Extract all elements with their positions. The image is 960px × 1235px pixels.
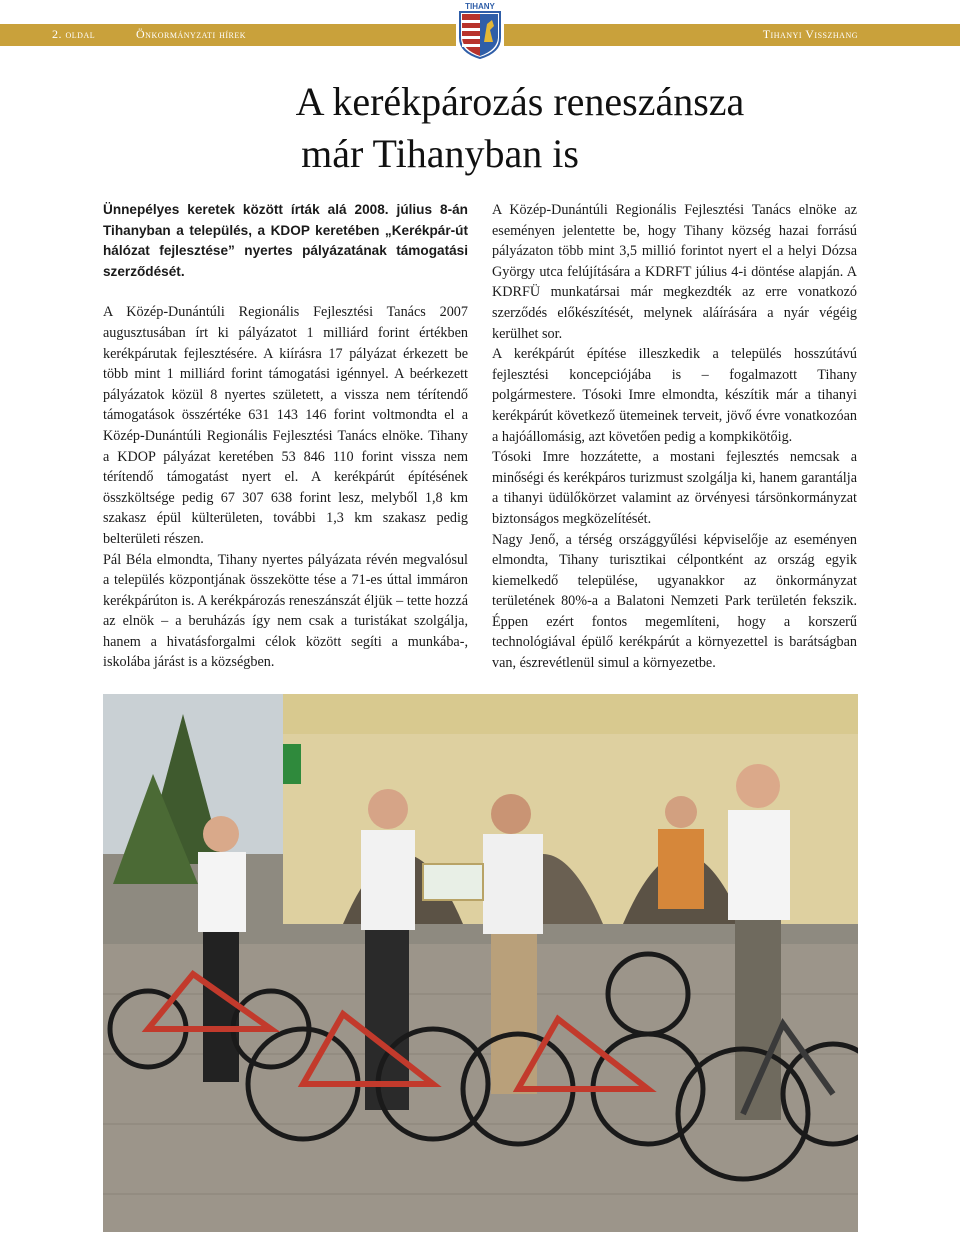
paragraph: Nagy Jenő, a térség országgyűlési képviselője az eseményen elmondta, Tihany turisztikai célpontként az ország egyik kiemelkedő települése, ugyanakkor az önkormányzat területének 80%-a a Balatoni Nemzeti Park területén fekszik. Éppen ezért fontos megemlíteni, hogy a korszerű technológiával épülő kerékpárút a környezettel is barátságban van, észrevétlenül simul a környezetbe. xyxy=(492,531,857,672)
section-name: Önkormányzati hírek xyxy=(136,27,247,41)
article-title-line2: már Tihanyban is xyxy=(301,131,579,176)
paragraph: A Közép-Dunántúli Regionális Fejlesztési Tanács elnöke az eseményen jelentette be, hogy Tihany község hazai forrású pályázaton több mint 3,5 millió forintot nyert el a helyi Dózsa György utca felújítására a KDRFT július 4-i döntése alapján. A KDRFÜ munkatársai már megkezdték az erre vonatkozó szerződés előkészítését, melynek aláírására a nyár végéig kerülhet sor. xyxy=(492,202,857,342)
publication-name: Tihanyi Visszhang xyxy=(762,27,858,41)
tihany-crest-icon xyxy=(456,0,504,60)
paragraph: Pál Béla elmondta, Tihany nyertes pályázata révén megvalósul a település központjának összekötte tése a 71-es úttal immáron kerékpárúton is. A kerékpározás reneszánszát éljük – tette hozzá az elnök – a beruházás így nem csak a turistákat szolgálja, hanem a hivatásforgalmi célok között segíti a munkába-, iskolába járást is a községben. xyxy=(103,551,468,671)
paragraph: Tósoki Imre hozzátette, a mostani fejlesztés nemcsak a minőségi és kerékpáros turizmust szolgálja ki, hanem garantálja a tihanyi üdülőkörzet valamint az örvényesi társönkormányzat biztonságos megközelítését. xyxy=(492,449,857,527)
crest-label: TIHANY xyxy=(465,2,495,11)
right-column xyxy=(492,200,857,674)
paragraph: A Közép-Dunántúli Regionális Fejlesztési Tanács 2007 augusztusában írt ki pályázatot 1 milliárd forint értékben kerékpárutak fejlesztésére. A kiírásra 17 pályázat érkezett be több mint 1 milliárd forint támogatási igénnyel. A beérkezett pályázatok közül 8 nyertes született, a vissza nem térítendő támogatások összértéke 631 143 146 forint voltmondta el a Közép-Dunántúli Regionális Fejlesztési Tanács elnöke. Tihany a KDOP pályázat keretében 53 846 110 forint vissza nem térítendő támogatást nyert el. A kerékpárút építésének összköltsége pedig 67 307 638 forint lesz, melyből 1,8 km szakasz épül külterületen, további 1,3 km szakasz pedig belterületi részen. xyxy=(103,304,468,547)
article-title-line1: A kerékpározás reneszánsza xyxy=(295,79,745,124)
left-column xyxy=(103,200,468,673)
page-number: 2. oldal xyxy=(52,27,96,41)
cyclists-photo-illustration xyxy=(103,694,858,1232)
article-photo xyxy=(103,694,858,1232)
paragraph: A kerékpárút építése illeszkedik a település hosszútávú fejlesztési koncepciójába is – fogalmazott Tihany polgármestere. Tósoki Imre elmondta, készítik már a tihanyi kerékpárút következő ütemeinek terveit, jövő évre vonatkozóan a hajóállomásig, azt követően pedig a kompkikötőig. xyxy=(492,346,857,445)
article-lead: Ünnepélyes keretek között írták alá 2008. július 8-án Tihanyban a település, a KDOP keretében „Kerékpár-út hálózat fejlesztése” nyertes pályázatának támogatási szerződését. xyxy=(103,202,468,279)
